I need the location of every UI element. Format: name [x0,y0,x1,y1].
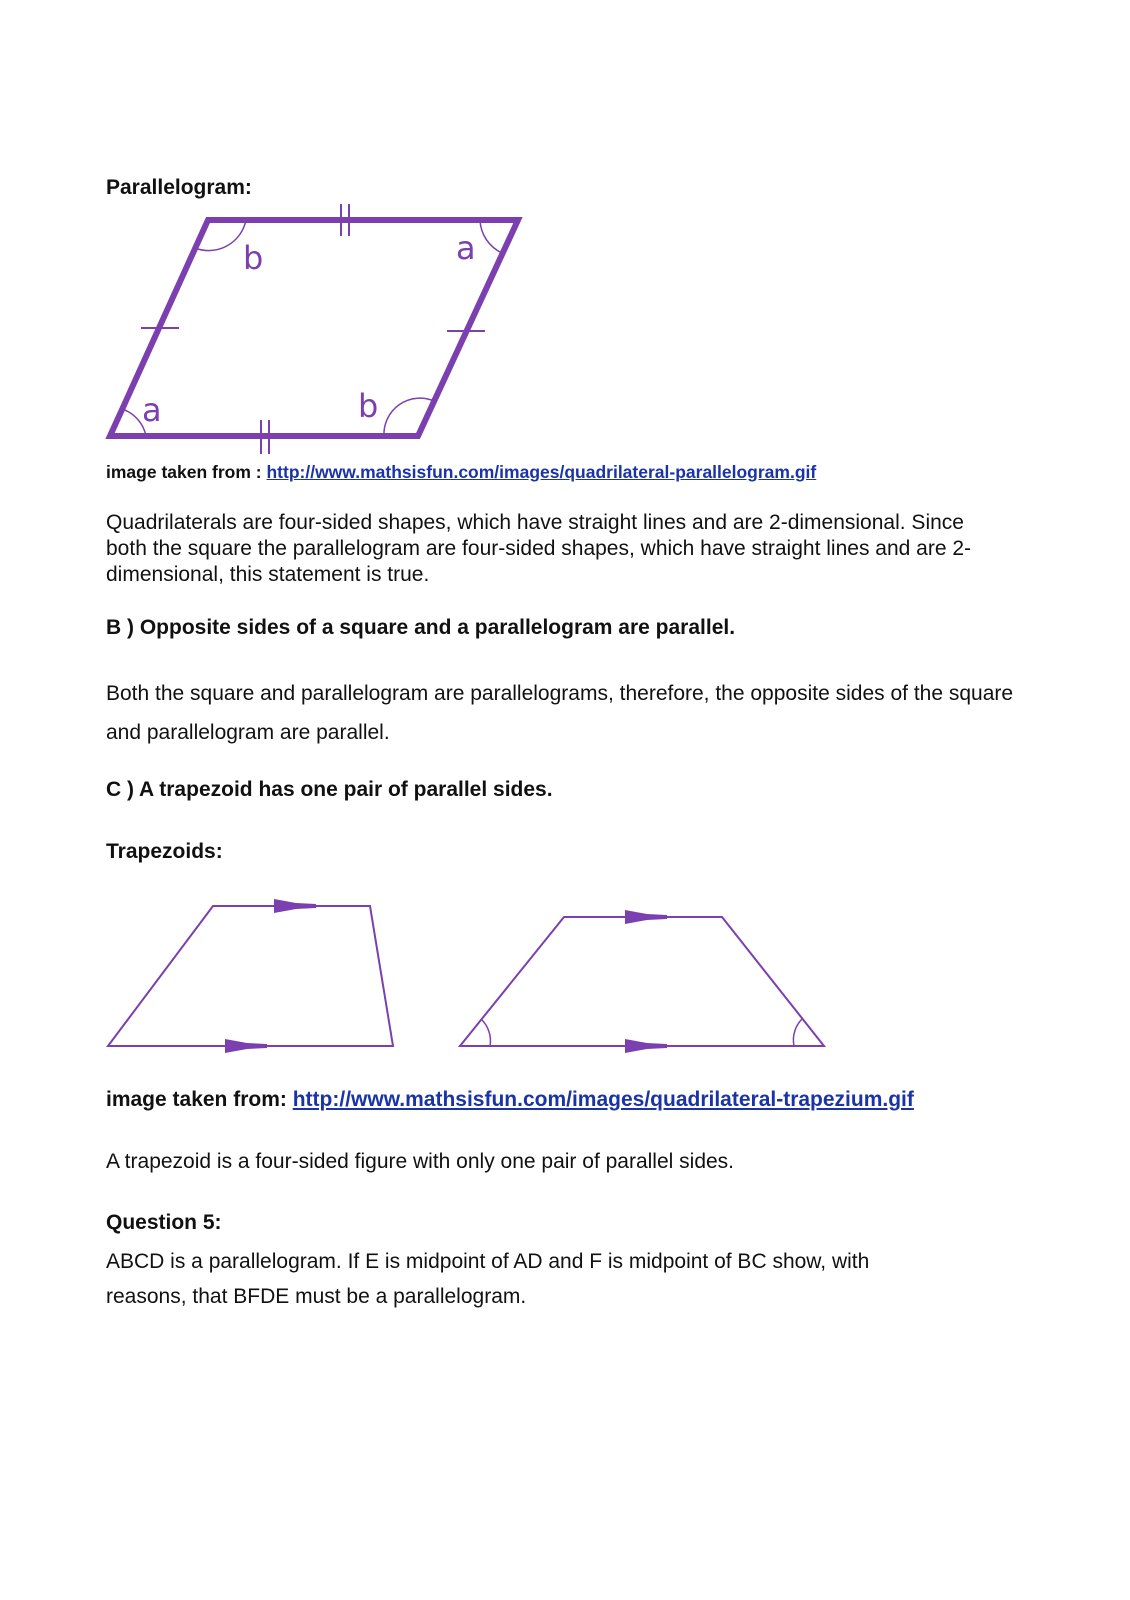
parallelogram-figure [100,195,540,465]
trapezoid-caption [106,1087,914,1113]
trapezoid-outline [460,917,824,1046]
caption-prefix: image taken from : [106,462,262,482]
parallel-arrow [274,899,316,913]
parallelogram-source-link[interactable]: http://www.mathsisfun.com/images/quadrilateral-parallelogram.gif [266,462,817,482]
quadrilaterals-paragraph: Quadrilaterals are four-sided shapes, which have straight lines and are 2-dimensional. Since both the square the parallelogram are four-sided shapes, which have straight lines and are 2-dimensional, this statement is true. [106,511,972,586]
question5-heading: Question 5: [106,1211,222,1234]
parallelogram-heading: Parallelogram: [106,176,252,199]
parallel-arrow [625,910,667,924]
angle-label: b [358,387,379,425]
section-c-heading: C ) A trapezoid has one pair of parallel sides. [106,778,553,801]
angle-arc [480,220,502,253]
angle-label: a [142,391,162,429]
trapezoid-outline [108,906,393,1046]
section-b-paragraph: Both the square and parallelogram are parallelograms, therefore, the opposite sides of the square and parallelogram are parallel. [106,682,1014,744]
trapezoid-paragraph: A trapezoid is a four-sided figure with only one pair of parallel sides. [106,1150,735,1173]
parallelogram-caption [106,461,816,483]
parallel-arrow [625,1039,667,1053]
trapezoids-figure [100,890,840,1060]
angle-label: a [456,229,476,267]
section-b-heading: B ) Opposite sides of a square and a parallelogram are parallel. [106,616,736,639]
caption-prefix: image taken from: [106,1088,287,1111]
question5-paragraph: ABCD is a parallelogram. If E is midpoint of AD and F is midpoint of BC show, with reasons, that BFDE must be a parallelogram. [106,1250,870,1308]
angle-arc [793,1019,802,1046]
angle-label: b [243,239,264,277]
parallel-arrow [225,1039,267,1053]
trapezoids-heading: Trapezoids: [106,840,223,863]
angle-arc [481,1019,490,1046]
trapezoid-source-link[interactable]: http://www.mathsisfun.com/images/quadrilateral-trapezium.gif [292,1088,914,1111]
